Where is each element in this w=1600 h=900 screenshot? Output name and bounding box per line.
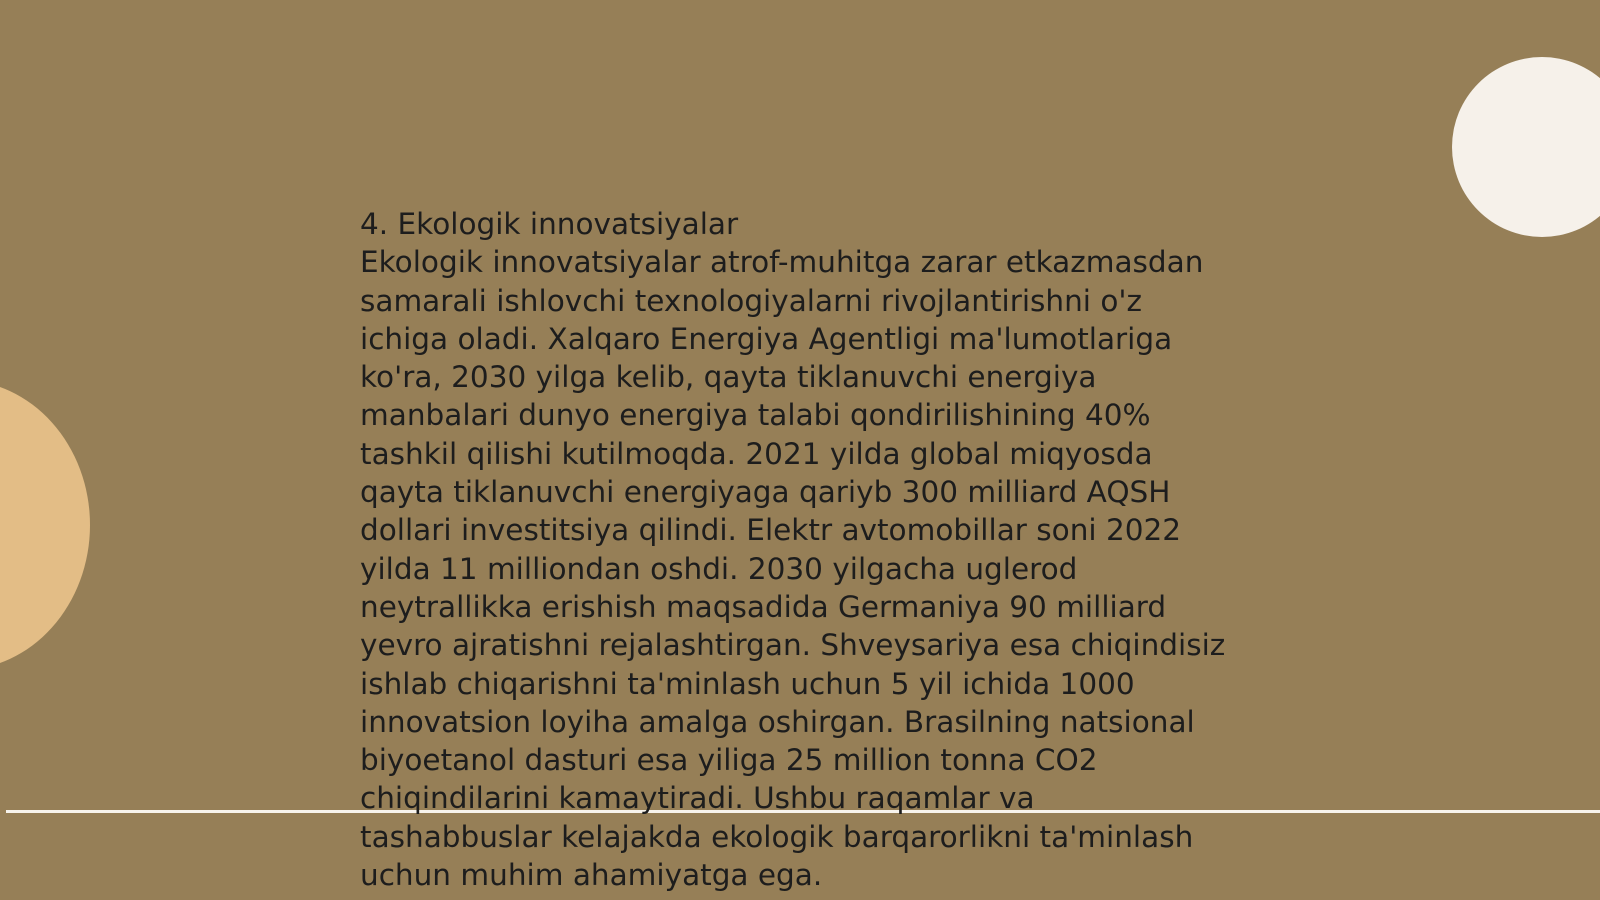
body-line: Ekologik innovatsiyalar atrof-muhitga zarar etkazmasdan: [360, 245, 1204, 280]
body-line: neytrallikka erishish maqsadida Germaniya 90 milliard: [360, 589, 1167, 624]
decorative-circle-left: [0, 380, 90, 670]
body-line: ichiga oladi. Xalqaro Energiya Agentligi ma'lumotlariga: [360, 321, 1173, 356]
body-line: tashkil qilishi kutilmoqda. 2021 yilda global miqyosda: [360, 436, 1153, 471]
slide-text-block: [360, 205, 1260, 894]
body-line: tashabbuslar kelajakda ekologik barqarorlikni ta'minlash: [360, 819, 1194, 854]
body-line: yevro ajratishni rejalashtirgan. Shveysariya esa chiqindisiz: [360, 628, 1226, 663]
body-line: qayta tiklanuvchi energiyaga qariyb 300 milliard AQSH: [360, 475, 1171, 510]
body-line: dollari investitsiya qilindi. Elektr avtomobillar soni 2022: [360, 513, 1182, 548]
body-line: manbalari dunyo energiya talabi qondirilishining 40%: [360, 398, 1151, 433]
body-line: ko'ra, 2030 yilga kelib, qayta tiklanuvchi energiya: [360, 360, 1097, 395]
body-line: yilda 11 milliondan oshdi. 2030 yilgacha uglerod: [360, 551, 1078, 586]
decorative-circle-right: [1452, 57, 1600, 237]
body-line: uchun muhim ahamiyatga ega.: [360, 858, 823, 893]
body-line: biyoetanol dasturi esa yiliga 25 million tonna CO2: [360, 743, 1098, 778]
body-line: samarali ishlovchi texnologiyalarni rivojlantirishni o'z: [360, 283, 1143, 318]
slide-heading: 4. Ekologik innovatsiyalar: [360, 207, 739, 241]
body-line: innovatsion loyiha amalga oshirgan. Brasilning natsional: [360, 704, 1195, 739]
body-line: chiqindilarini kamaytiradi. Ushbu raqamlar va: [360, 781, 1035, 816]
body-line: ishlab chiqarishni ta'minlash uchun 5 yil ichida 1000: [360, 666, 1135, 701]
